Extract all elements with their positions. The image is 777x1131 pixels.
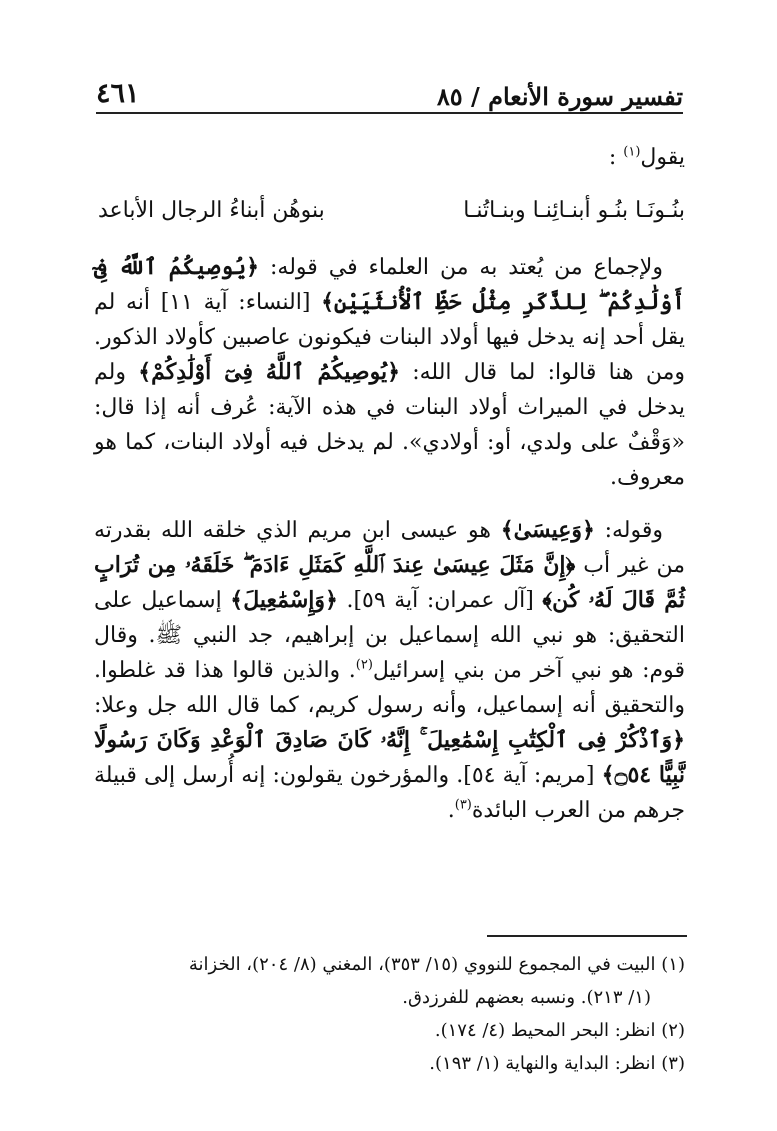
intro-line: يقول$^{(١)}$ : — [608, 144, 685, 170]
footnote-1: (١) البيت في المجموع للنووي (١٥/ ٣٥٣)، المغني (٨/ ٢٠٤)، الخزانة — [188, 954, 685, 975]
quran-quote: ﴿يُوصِيكُمُ ٱللَّهُ فِىٓ أَوْلَٰدِكُمْ﴾ — [138, 359, 400, 385]
footnote-separator — [487, 935, 687, 937]
page-number: ٤٦١ — [96, 78, 140, 109]
paragraph-isa-ismail: وقوله: ﴿وَعِيسَىٰ﴾ هو عيسى ابن مريم الذي خلقه الله بقدرته من غير أب ﴿إِنَّ مَثَلَ عِيسَىٰ عِندَ ٱللَّهِ كَمَثَلِ ءَادَمَ ۖ خَلَقَهُۥ مِن تُرَابٍ ثُمَّ قَالَ لَهُۥ كُن﴾ [آل عمران: آية ٥٩]. ﴿وَإِسْمَٰعِيلَ﴾ إسماعيل على التحقيق: هو نبي الله إسماعيل بن إبراهيم، جد النبي ﷺ. وقال قوم: هو نبي آخر من بني إسرائيل$^{(٢)}$. والذين قالوا هذا قد غلطوا. والتحقيق أنه إسماعيل، وأنه رسول كريم، كما قال الله جل وعلا: ﴿وَٱذْكُرْ فِى ٱلْكِتَٰبِ إِسْمَٰعِيلَ ۚ إِنَّهُۥ كَانَ صَادِقَ ٱلْوَعْدِ وَكَانَ رَسُولًا نَّبِيًّا ۝٥٤﴾ [مريم: آية ٥٤]. والمؤرخون يقولون: إنه أُرسل إلى قبيلة جرهم من العرب البائدة$^{(٣)}$. — [94, 517, 686, 823]
verse-second-hemistich: بنوهُن أبناءُ الرجال الأباعد — [98, 198, 325, 223]
main-text — [94, 140, 685, 828]
quran-quote: ﴿إِنَّ مَثَلَ عِيسَىٰ عِندَ ٱللَّهِ كَمَثَلِ ءَادَمَ ۖ خَلَقَهُۥ مِن تُرَابٍ ثُمَّ قَالَ لَهُۥ كُن﴾ — [94, 552, 686, 613]
running-title: تفسير سورة الأنعام / ٨٥ — [436, 82, 683, 111]
running-header — [96, 72, 683, 114]
footnote-3: (٣) انظر: البداية والنهاية (١/ ١٩٣). — [429, 1053, 685, 1074]
footnote-1-continued: (١/ ٢١٣). ونسبه بعضهم للفرزدق. — [402, 987, 651, 1008]
footnote-ref-1[interactable]: (١) — [623, 144, 641, 160]
quran-quote: ﴿وَعِيسَىٰ﴾ — [500, 517, 595, 543]
quran-quote: ﴿وَإِسْمَٰعِيلَ﴾ — [230, 587, 338, 613]
quran-quote: ﴿يُوصِيكُمُ ٱللَّهُ فِىٓ أَوْلَٰدِكُمْ ۖ لِلذَّكَرِ مِثْلُ حَظِّ ٱلْأُنثَيَيْنِ﴾ — [94, 254, 685, 315]
quran-quote: ﴿وَٱذْكُرْ فِى ٱلْكِتَٰبِ إِسْمَٰعِيلَ ۚ إِنَّهُۥ كَانَ صَادِقَ ٱلْوَعْدِ وَكَانَ رَسُولًا نَّبِيًّا ۝٥٤﴾ — [94, 727, 686, 788]
footnote-ref-2[interactable]: (٢) — [355, 657, 373, 673]
footnote-ref-3[interactable]: (٣) — [454, 797, 472, 813]
footnotes — [88, 948, 685, 1080]
poetry-verse — [94, 193, 685, 228]
footnote-2: (٢) انظر: البحر المحيط (٤/ ١٧٤). — [434, 1020, 685, 1041]
verse-first-hemistich: بنُـونَـا بنُـو أبنـائِنـا وبنـاتُنـا — [463, 198, 685, 223]
paragraph-inheritance: ولإجماع من يُعتد به من العلماء في قوله: ﴿يُوصِيكُمُ ٱللَّهُ فِىٓ أَوْلَٰدِكُمْ ۖ لِلذَّكَرِ مِثْلُ حَظِّ ٱلْأُنثَيَيْنِ﴾ [النساء: آية ١١] أنه لم يقل أحد إنه يدخل فيها أولاد البنات فيكونون عاصبين كأولاد الذكور. ومن هنا قالوا: لما قال الله: ﴿يُوصِيكُمُ ٱللَّهُ فِىٓ أَوْلَٰدِكُمْ﴾ ولم يدخل في الميراث أولاد البنات في هذه الآية: عُرف أنه إذا قال: «وَقْفٌ على ولدي، أو: أولادي». لم يدخل فيه أولاد البنات، كما هو معروف. — [94, 254, 685, 490]
